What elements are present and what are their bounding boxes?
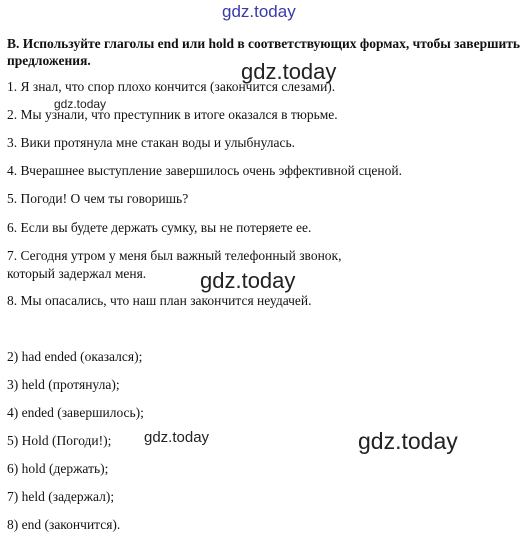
sentence-2: 2. Мы узнали, что преступник в итоге оказался в тюрьме. (7, 107, 338, 122)
answer-8: 8) end (закончится). (7, 517, 121, 532)
watermark: gdz.today (54, 97, 107, 111)
sentence-7-line-1: 7. Сегодня утром у меня был важный телефонный звонок, (7, 248, 342, 263)
task-heading: B. Используйте глаголы end или hold в соответствующих формах, чтобы завершить предложения. (7, 36, 521, 68)
sentence-8: 8. Мы опасались, что наш план закончится неудачей. (7, 293, 312, 308)
answer-2: 2) had ended (оказался); (7, 349, 143, 364)
sentence-7 (7, 247, 341, 283)
answer-3: 3) held (протянула); (7, 377, 120, 392)
sentence-1: 1. Я знал, что спор плохо кончится (закончится слезами). (7, 79, 336, 94)
answer-7: 7) held (задержал); (7, 489, 115, 504)
sentence-3: 3. Вики протянула мне стакан воды и улыбнулась. (7, 135, 296, 150)
watermark-top: gdz.today (222, 2, 296, 21)
watermark: gdz.today (241, 59, 337, 84)
answer-6: 6) hold (держать); (7, 461, 109, 476)
watermark: gdz.today (200, 268, 296, 293)
sentence-7-line-2: который задержал меня. (7, 266, 147, 281)
answer-4: 4) ended (завершилось); (7, 405, 144, 420)
watermark: gdz.today (358, 428, 458, 454)
sentence-6: 6. Если вы будете держать сумку, вы не потеряете ее. (7, 220, 312, 235)
watermark: gdz.today (144, 429, 210, 446)
sentence-4: 4. Вчерашнее выступление завершилось очень эффективной сценой. (7, 163, 402, 178)
sentence-5: 5. Погоди! О чем ты говоришь? (7, 191, 189, 206)
answer-5: 5) Hold (Погоди!); (7, 433, 112, 448)
